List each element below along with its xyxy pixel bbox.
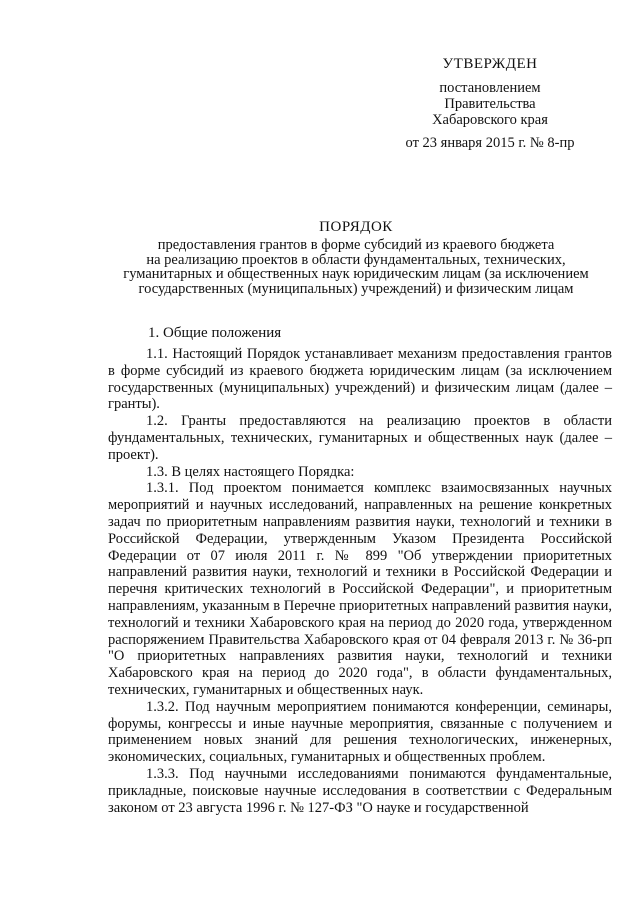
document-body [108,346,612,816]
approval-line-3: Хабаровского края [432,112,548,128]
approval-line-2: Правительства [444,96,536,112]
subtitle-line-3: гуманитарных и общественных наук юридическим лицам (за исключением [123,266,589,282]
paragraph-1-2: 1.2. Гранты предоставляются на реализацию проектов в области фундаментальных, технических, гуманитарных и общественных наук (далее – проект). [108,413,612,463]
paragraph-1-1: 1.1. Настоящий Порядок устанавливает механизм предоставления грантов в форме субсидий из краевого бюджета юридическим лицам (за исключением государственных (муниципальных) учреждений) и физическим лицам (далее – гранты). [108,346,612,413]
approval-stamp [380,56,600,151]
document-title: ПОРЯДОК [319,219,393,235]
paragraph-1-3-2: 1.3.2. Под научным мероприятием понимаются конференции, семинары, форумы, конгрессы и иные научные мероприятия, связанные с получением и применением новых знаний для решения технологических, инженерных, экономических, социальных, гуманитарных и общественных проблем. [108,698,612,766]
approval-heading: УТВЕРЖДЕН [442,56,538,72]
approval-date: от 23 января 2015 г. № 8-пр [405,135,575,151]
section-heading: 1. Общие положения [148,325,282,341]
subtitle-line-1: предоставления грантов в форме субсидий из краевого бюджета [157,237,555,253]
approval-line-1: постановлением [439,80,541,96]
paragraph-1-3-1: 1.3.1. Под проектом понимается комплекс взаимосвязанных научных мероприятий и научных исследований, направленных на решение конкретных задач по приоритетным направлениям развития науки, технологий и техники в Российской Федерации, утвержденным Указом Президента Российской Федерации от 07 июля 2011 г. № 899 "Об утверждении приоритетных направлений развития науки, технологий и техники в Российской Федерации и перечня критических технологий в Российской Федерации", и приоритетным направлениям, указанным в Перечне приоритетных направлений развития науки, технологий и техники Хабаровского края на период до 2020 года, утвержденном распоряжением Правительства Хабаровского края от 04 февраля 2013 г. № 36-рп "О приоритетных направлениях развития науки, технологий и техники Хабаровского края на период до 2020 года", в области фундаментальных, технических, гуманитарных и общественных наук. [108,480,612,698]
subtitle-line-4: государственных (муниципальных) учреждений) и физическим лицам [138,280,574,297]
paragraph-1-3-3: 1.3.3. Под научными исследованиями понимаются фундаментальные, прикладные, поисковые научные исследования в соответствии с Федеральным законом от 23 августа 1996 г. № 127-ФЗ "О науке и государственной [108,765,612,816]
subtitle-line-2: на реализацию проектов в области фундаментальных, технических, [146,251,566,268]
paragraph-1-3: 1.3. В целях настоящего Порядка: [146,463,355,480]
document-subtitle [120,238,592,296]
